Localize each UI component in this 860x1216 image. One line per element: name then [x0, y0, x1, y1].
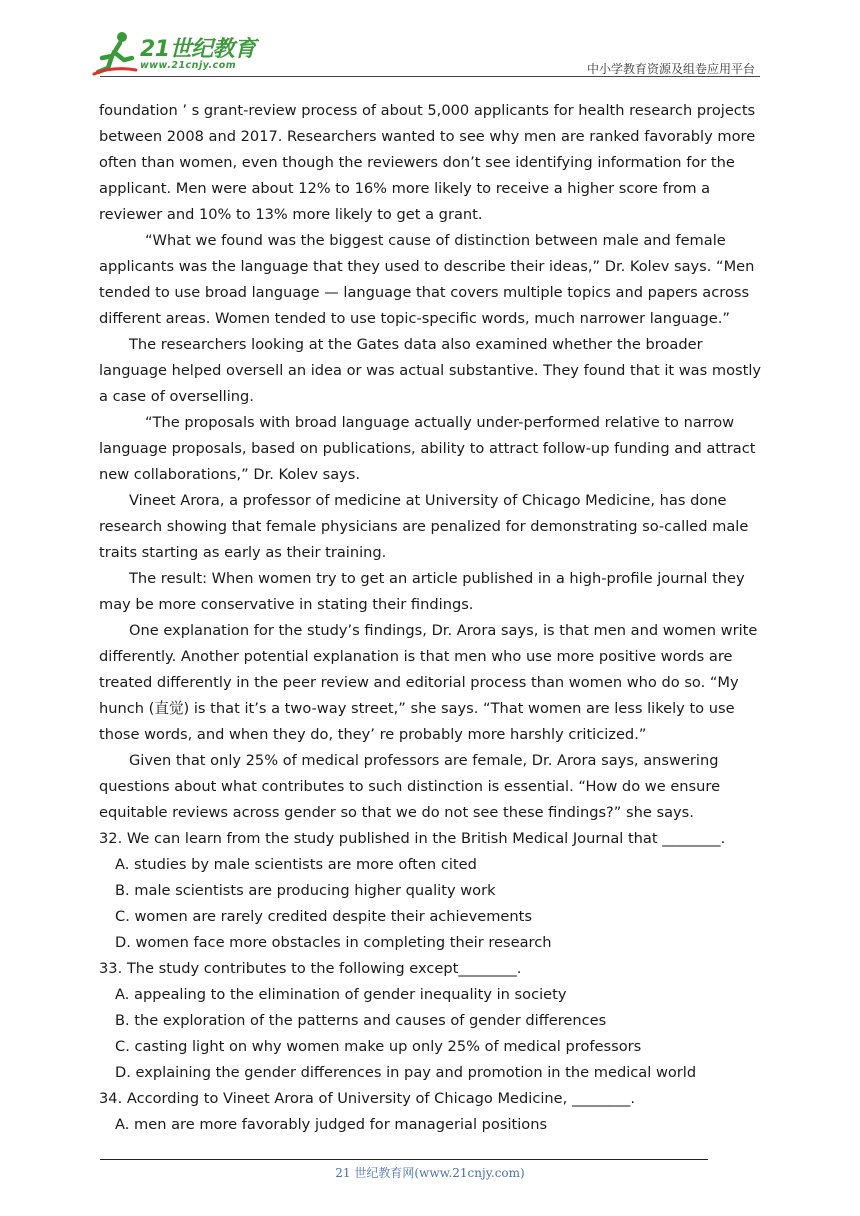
answer-option: D. women face more obstacles in completing their research [115, 934, 552, 951]
header-platform-text: 中小学教育资源及组卷应用平台 [586, 62, 755, 76]
runner-icon [92, 30, 142, 76]
site-logo [92, 30, 262, 78]
answer-option: C. casting light on why women make up only 25% of medical professors [115, 1038, 642, 1055]
answer-option: B. the exploration of the patterns and causes of gender differences [115, 1012, 607, 1029]
paragraph: “What we found was the biggest cause of distinction between male and female applicants was the language that they used to describe their ideas,” Dr. Kolev says. “Men tended to use broad language — language that covers multiple topics and papers across different areas. Women tended to use topic-specific words, much narrower language.” [99, 232, 755, 327]
paragraph: The result: When women try to get an article published in a high-profile journal they may be more conservative in stating their findings. [99, 570, 745, 613]
paragraph: Given that only 25% of medical professors are female, Dr. Arora says, answering questions about what contributes to such distinction is essential. “How do we ensure equitable reviews across gender so that we do not see these findings?” she says. [99, 752, 721, 821]
paragraph: foundation ’ s grant-review process of about 5,000 applicants for health research projects between 2008 and 2017. Researchers wanted to see why men are ranked favorably more often than women, even though the reviewers don’t see identifying information for the applicant. Men were about 12% to 16% more likely to receive a higher score from a reviewer and 10% to 13% more likely to get a grant. [99, 102, 756, 223]
question-stem: 34. According to Vineet Arora of University of Chicago Medicine, ________. [99, 1090, 635, 1107]
answer-option: A. studies by male scientists are more often cited [115, 856, 477, 873]
page-header [0, 0, 860, 82]
paragraph: One explanation for the study’s findings, Dr. Arora says, is that men and women write differently. Another potential explanation is that men who use more positive words are treated differently in the peer review and editorial process than women who do so. “My hunch (直觉) is that it’s a two-way street,” she says. “That women are less likely to use those words, and when they do, they’ re probably more harshly criticized.” [99, 622, 758, 743]
question-stem: 32. We can learn from the study published in the British Medical Journal that ________. [99, 830, 726, 847]
answer-option: A. men are more favorably judged for managerial positions [115, 1116, 548, 1133]
paragraph: The researchers looking at the Gates data also examined whether the broader language helped oversell an idea or was actual substantive. They found that it was mostly a case of overselling. [99, 336, 762, 405]
question-stem: 33. The study contributes to the following except________. [99, 960, 522, 977]
answer-option: B. male scientists are producing higher quality work [115, 882, 496, 899]
answer-option: A. appealing to the elimination of gender inequality in society [115, 986, 567, 1003]
answer-option: D. explaining the gender differences in pay and promotion in the medical world [115, 1064, 697, 1081]
logo-name: 21世纪教育 [140, 37, 256, 62]
footer-divider [100, 1159, 708, 1160]
answer-option: C. women are rarely credited despite their achievements [115, 908, 532, 925]
paragraph: “The proposals with broad language actually under-performed relative to narrow language proposals, based on publications, ability to attract follow-up funding and attract new collaborations,” Dr. Kolev says. [99, 414, 756, 483]
paragraph: Vineet Arora, a professor of medicine at University of Chicago Medicine, has done research showing that female physicians are penalized for demonstrating so-called male traits starting as early as their training. [99, 492, 749, 561]
logo-url: www.21cnjy.com [140, 60, 237, 71]
footer-source: 21 世纪教育网(www.21cnjy.com) [335, 1166, 525, 1180]
document-body [99, 98, 765, 1138]
header-divider [100, 76, 760, 77]
